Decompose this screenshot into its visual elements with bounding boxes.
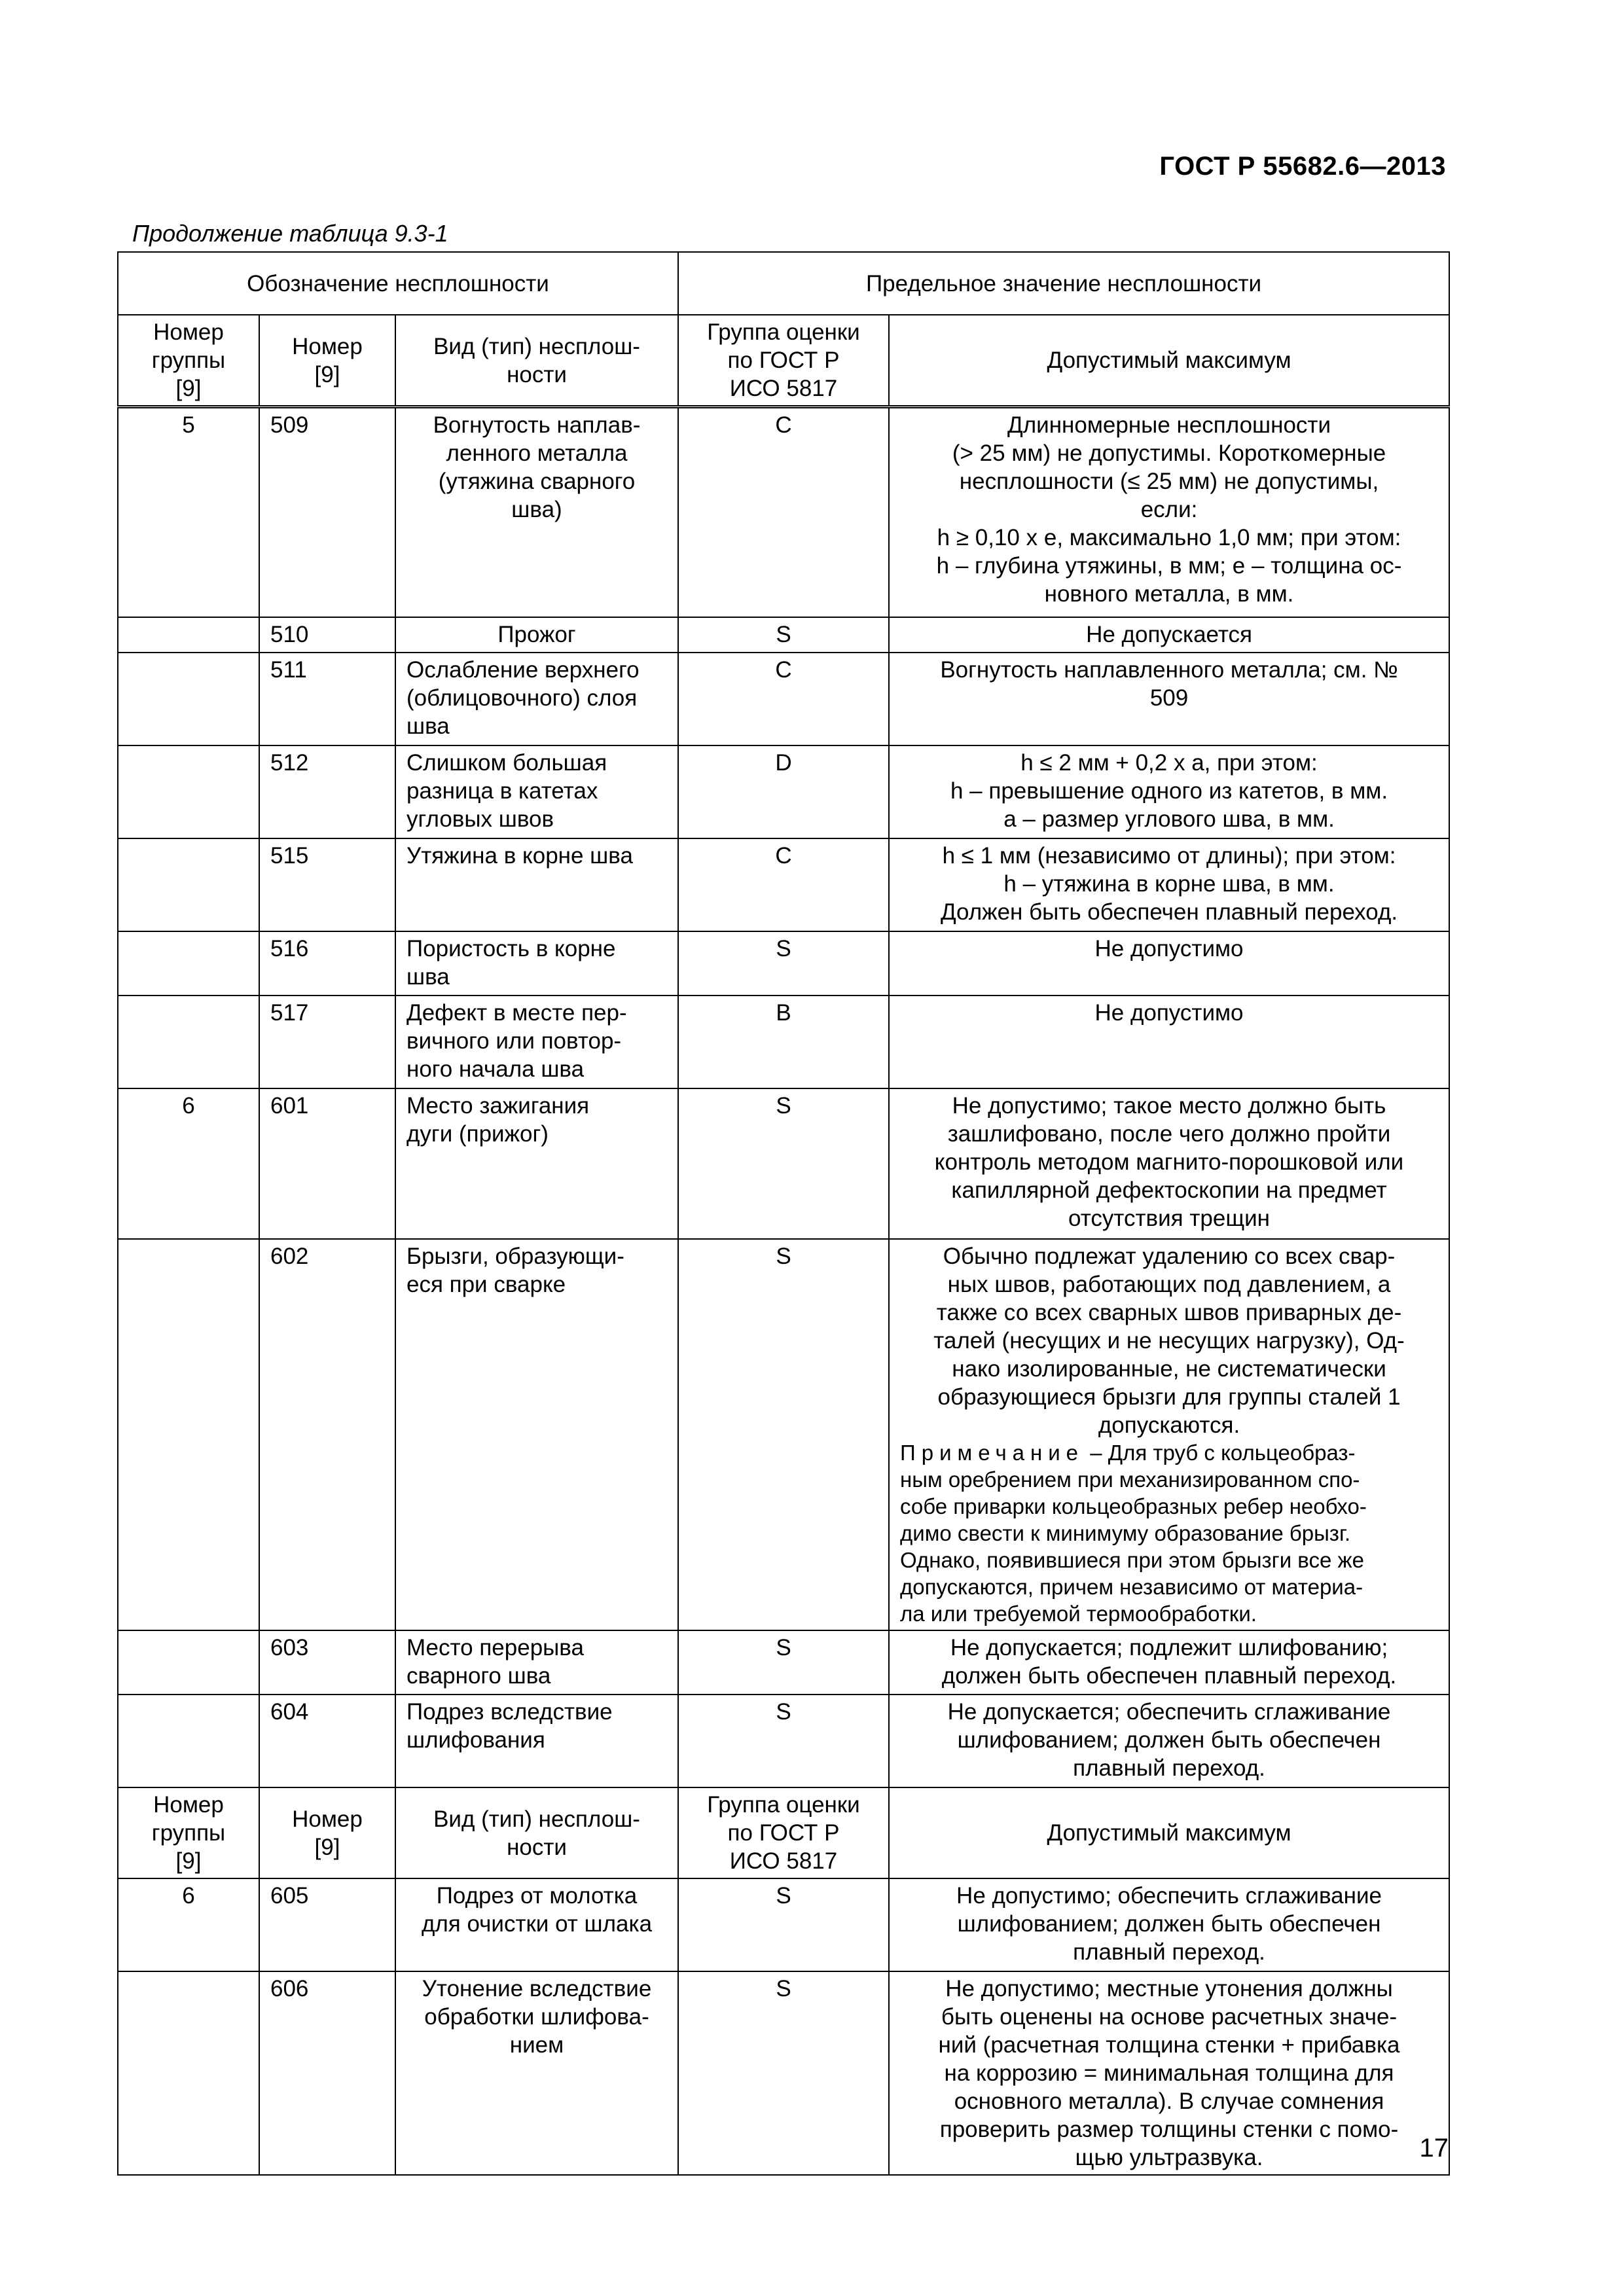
- cell-group-number: [118, 931, 259, 996]
- cell-max: Не допустимо; местные утонения должны быть оценены на основе расчетных значе- ний (расчетная толщина стенки + прибавка на коррозию = минимальная толщина для основного металла). В случае сомнения проверить размер толщины стенки с помо- щью ультразвука.: [889, 1971, 1449, 2175]
- cell-number: 516: [259, 931, 395, 996]
- cell-grade: S: [678, 1695, 889, 1787]
- note: Примечание – Для труб с кольцеобраз- ным оребрением при механизированном спо- собе приварки кольцеобразных ребер необхо- димо свести к минимуму образование брызг. Однако, появившиеся при этом брызги все же допускаются, причем независимо от материа- ла или требуемой термообработки.: [900, 1441, 1367, 1626]
- table-caption: Продолжение таблица 9.3-1: [132, 220, 448, 247]
- cell-imperfection-type: Пористость в корне шва: [395, 931, 678, 996]
- cell-max: h ≤ 1 мм (независимо от длины); при этом: h – утяжина в корне шва, в мм. Должен быть обеспечен плавный переход.: [889, 838, 1449, 931]
- cell-grade: S: [678, 931, 889, 996]
- cell-number: 515: [259, 838, 395, 931]
- cell-max: Не допускается; обеспечить сглаживание шлифованием; должен быть обеспечен плавный переход.: [889, 1695, 1449, 1787]
- cell-group-number: [118, 745, 259, 838]
- cell-imperfection-type: Ослабление верхнего (облицовочного) слоя шва: [395, 653, 678, 745]
- cell-number: 602: [259, 1239, 395, 1630]
- table-row: [118, 617, 1449, 653]
- cell-imperfection-type: Подрез вследствие шлифования: [395, 1695, 678, 1787]
- cell-imperfection-type: Слишком большая разница в катетах угловых швов: [395, 745, 678, 838]
- cell-imperfection-type: Место перерыва сварного шва: [395, 1630, 678, 1695]
- cell-max: Не допустимо; обеспечить сглаживание шлифованием; должен быть обеспечен плавный переход.: [889, 1878, 1449, 1971]
- cell-group-number: [118, 653, 259, 745]
- table-row: [118, 653, 1449, 745]
- cell-imperfection-type: Дефект в месте пер- вичного или повтор- ного начала шва: [395, 996, 678, 1088]
- cell-max: Не допускается: [889, 617, 1449, 653]
- cell-imperfection-type: Подрез от молотка для очистки от шлака: [395, 1878, 678, 1971]
- cell-max: Длинномерные несплошности (> 25 мм) не допустимы. Короткомерные несплошности (≤ 25 мм) не допустимы, если: h ≥ 0,10 x e, максимально 1,0 мм; при этом: h – глубина утяжины, в мм; e – толщина ос- новного металла, в мм.: [889, 407, 1449, 618]
- col-header-max: Допустимый максимум: [889, 315, 1449, 407]
- cell-max: Не допустимо: [889, 996, 1449, 1088]
- col-header-type: Вид (тип) несплош- ности: [395, 315, 678, 407]
- table-row: [118, 1878, 1449, 1971]
- cell-number: 511: [259, 653, 395, 745]
- page-number: 17: [1419, 2134, 1449, 2162]
- table-row: [118, 1695, 1449, 1787]
- col-header-max: Допустимый максимум: [889, 1787, 1449, 1878]
- table-row: [118, 1239, 1449, 1630]
- cell-max: Обычно подлежат удалению со всех свар- ных швов, работающих под давлением, а также со всех сварных швов приварных де- талей (несущих и не несущих нагрузку), Од- нако изолированные, не систематически образующиеся брызги для группы сталей 1 допускаются. Примечание – Для труб с кольцеобраз- ным оребрением при механизированном спо- собе приварки кольцеобразных ребер необхо- димо свести к минимуму образование брызг. Однако, появившиеся при этом брызги все же допускаются, причем независимо от материа- ла или требуемой термообработки.: [889, 1239, 1449, 1630]
- cell-number: 603: [259, 1630, 395, 1695]
- table-row: [118, 931, 1449, 996]
- cell-group-number: [118, 1239, 259, 1630]
- cell-imperfection-type: Место зажигания дуги (прижог): [395, 1088, 678, 1239]
- col-header-type: Вид (тип) несплош- ности: [395, 1787, 678, 1878]
- cell-imperfection-type: Вогнутость наплав- ленного металла (утяжина сварного шва): [395, 407, 678, 618]
- cell-number: 510: [259, 617, 395, 653]
- cell-group-number: [118, 996, 259, 1088]
- cell-number: 512: [259, 745, 395, 838]
- cell-grade: B: [678, 996, 889, 1088]
- cell-group-number: [118, 1971, 259, 2175]
- cell-max: h ≤ 2 мм + 0,2 x a, при этом: h – превышение одного из катетов, в мм. a – размер углового шва, в мм.: [889, 745, 1449, 838]
- cell-grade: S: [678, 1088, 889, 1239]
- defects-table: [117, 251, 1450, 2176]
- cell-max: Не допускается; подлежит шлифованию; должен быть обеспечен плавный переход.: [889, 1630, 1449, 1695]
- cell-grade: S: [678, 1878, 889, 1971]
- cell-number: 605: [259, 1878, 395, 1971]
- cell-grade: D: [678, 745, 889, 838]
- cell-imperfection-type: Брызги, образующи- еся при сварке: [395, 1239, 678, 1630]
- cell-number: 517: [259, 996, 395, 1088]
- cell-grade: S: [678, 1239, 889, 1630]
- cell-grade: S: [678, 617, 889, 653]
- col-header-group-number: Номер группы [9]: [118, 1787, 259, 1878]
- cell-grade: C: [678, 407, 889, 618]
- note-label: Примечание: [900, 1441, 1085, 1465]
- table-row: [118, 1971, 1449, 2175]
- cell-group-number: [118, 617, 259, 653]
- cell-max: Не допустимо; такое место должно быть зашлифовано, после чего должно пройти контроль методом магнито-порошковой или капиллярной дефектоскопии на предмет отсутствия трещин: [889, 1088, 1449, 1239]
- document-code: ГОСТ Р 55682.6—2013: [1159, 152, 1446, 181]
- group-header-limit: Предельное значение несплошности: [678, 252, 1449, 315]
- cell-grade: C: [678, 653, 889, 745]
- table-row: [118, 1088, 1449, 1239]
- cell-imperfection-type: Утонение вследствие обработки шлифова- нием: [395, 1971, 678, 2175]
- group-header-designation: Обозначение несплошности: [118, 252, 678, 315]
- col-header-number: Номер [9]: [259, 1787, 395, 1878]
- cell-grade: C: [678, 838, 889, 931]
- cell-group-number: 6: [118, 1878, 259, 1971]
- cell-number: 509: [259, 407, 395, 618]
- cell-group-number: [118, 1695, 259, 1787]
- cell-imperfection-type: Прожог: [395, 617, 678, 653]
- cell-group-number: 5: [118, 407, 259, 618]
- col-header-grade: Группа оценки по ГОСТ Р ИСО 5817: [678, 315, 889, 407]
- column-header-row: [118, 315, 1449, 407]
- cell-grade: S: [678, 1630, 889, 1695]
- cell-max: Вогнутость наплавленного металла; см. № 509: [889, 653, 1449, 745]
- cell-group-number: 6: [118, 1088, 259, 1239]
- cell-grade: S: [678, 1971, 889, 2175]
- col-header-number: Номер [9]: [259, 315, 395, 407]
- col-header-group-number: Номер группы [9]: [118, 315, 259, 407]
- cell-group-number: [118, 1630, 259, 1695]
- table-row: [118, 996, 1449, 1088]
- cell-number: 606: [259, 1971, 395, 2175]
- cell-imperfection-type: Утяжина в корне шва: [395, 838, 678, 931]
- table-row: [118, 1630, 1449, 1695]
- cell-max: Не допустимо: [889, 931, 1449, 996]
- table-row: [118, 407, 1449, 618]
- table-row: [118, 838, 1449, 931]
- col-header-grade: Группа оценки по ГОСТ Р ИСО 5817: [678, 1787, 889, 1878]
- cell-number: 601: [259, 1088, 395, 1239]
- group-header-row: [118, 252, 1449, 315]
- table-row: [118, 745, 1449, 838]
- column-header-row: [118, 1787, 1449, 1878]
- cell-group-number: [118, 838, 259, 931]
- cell-number: 604: [259, 1695, 395, 1787]
